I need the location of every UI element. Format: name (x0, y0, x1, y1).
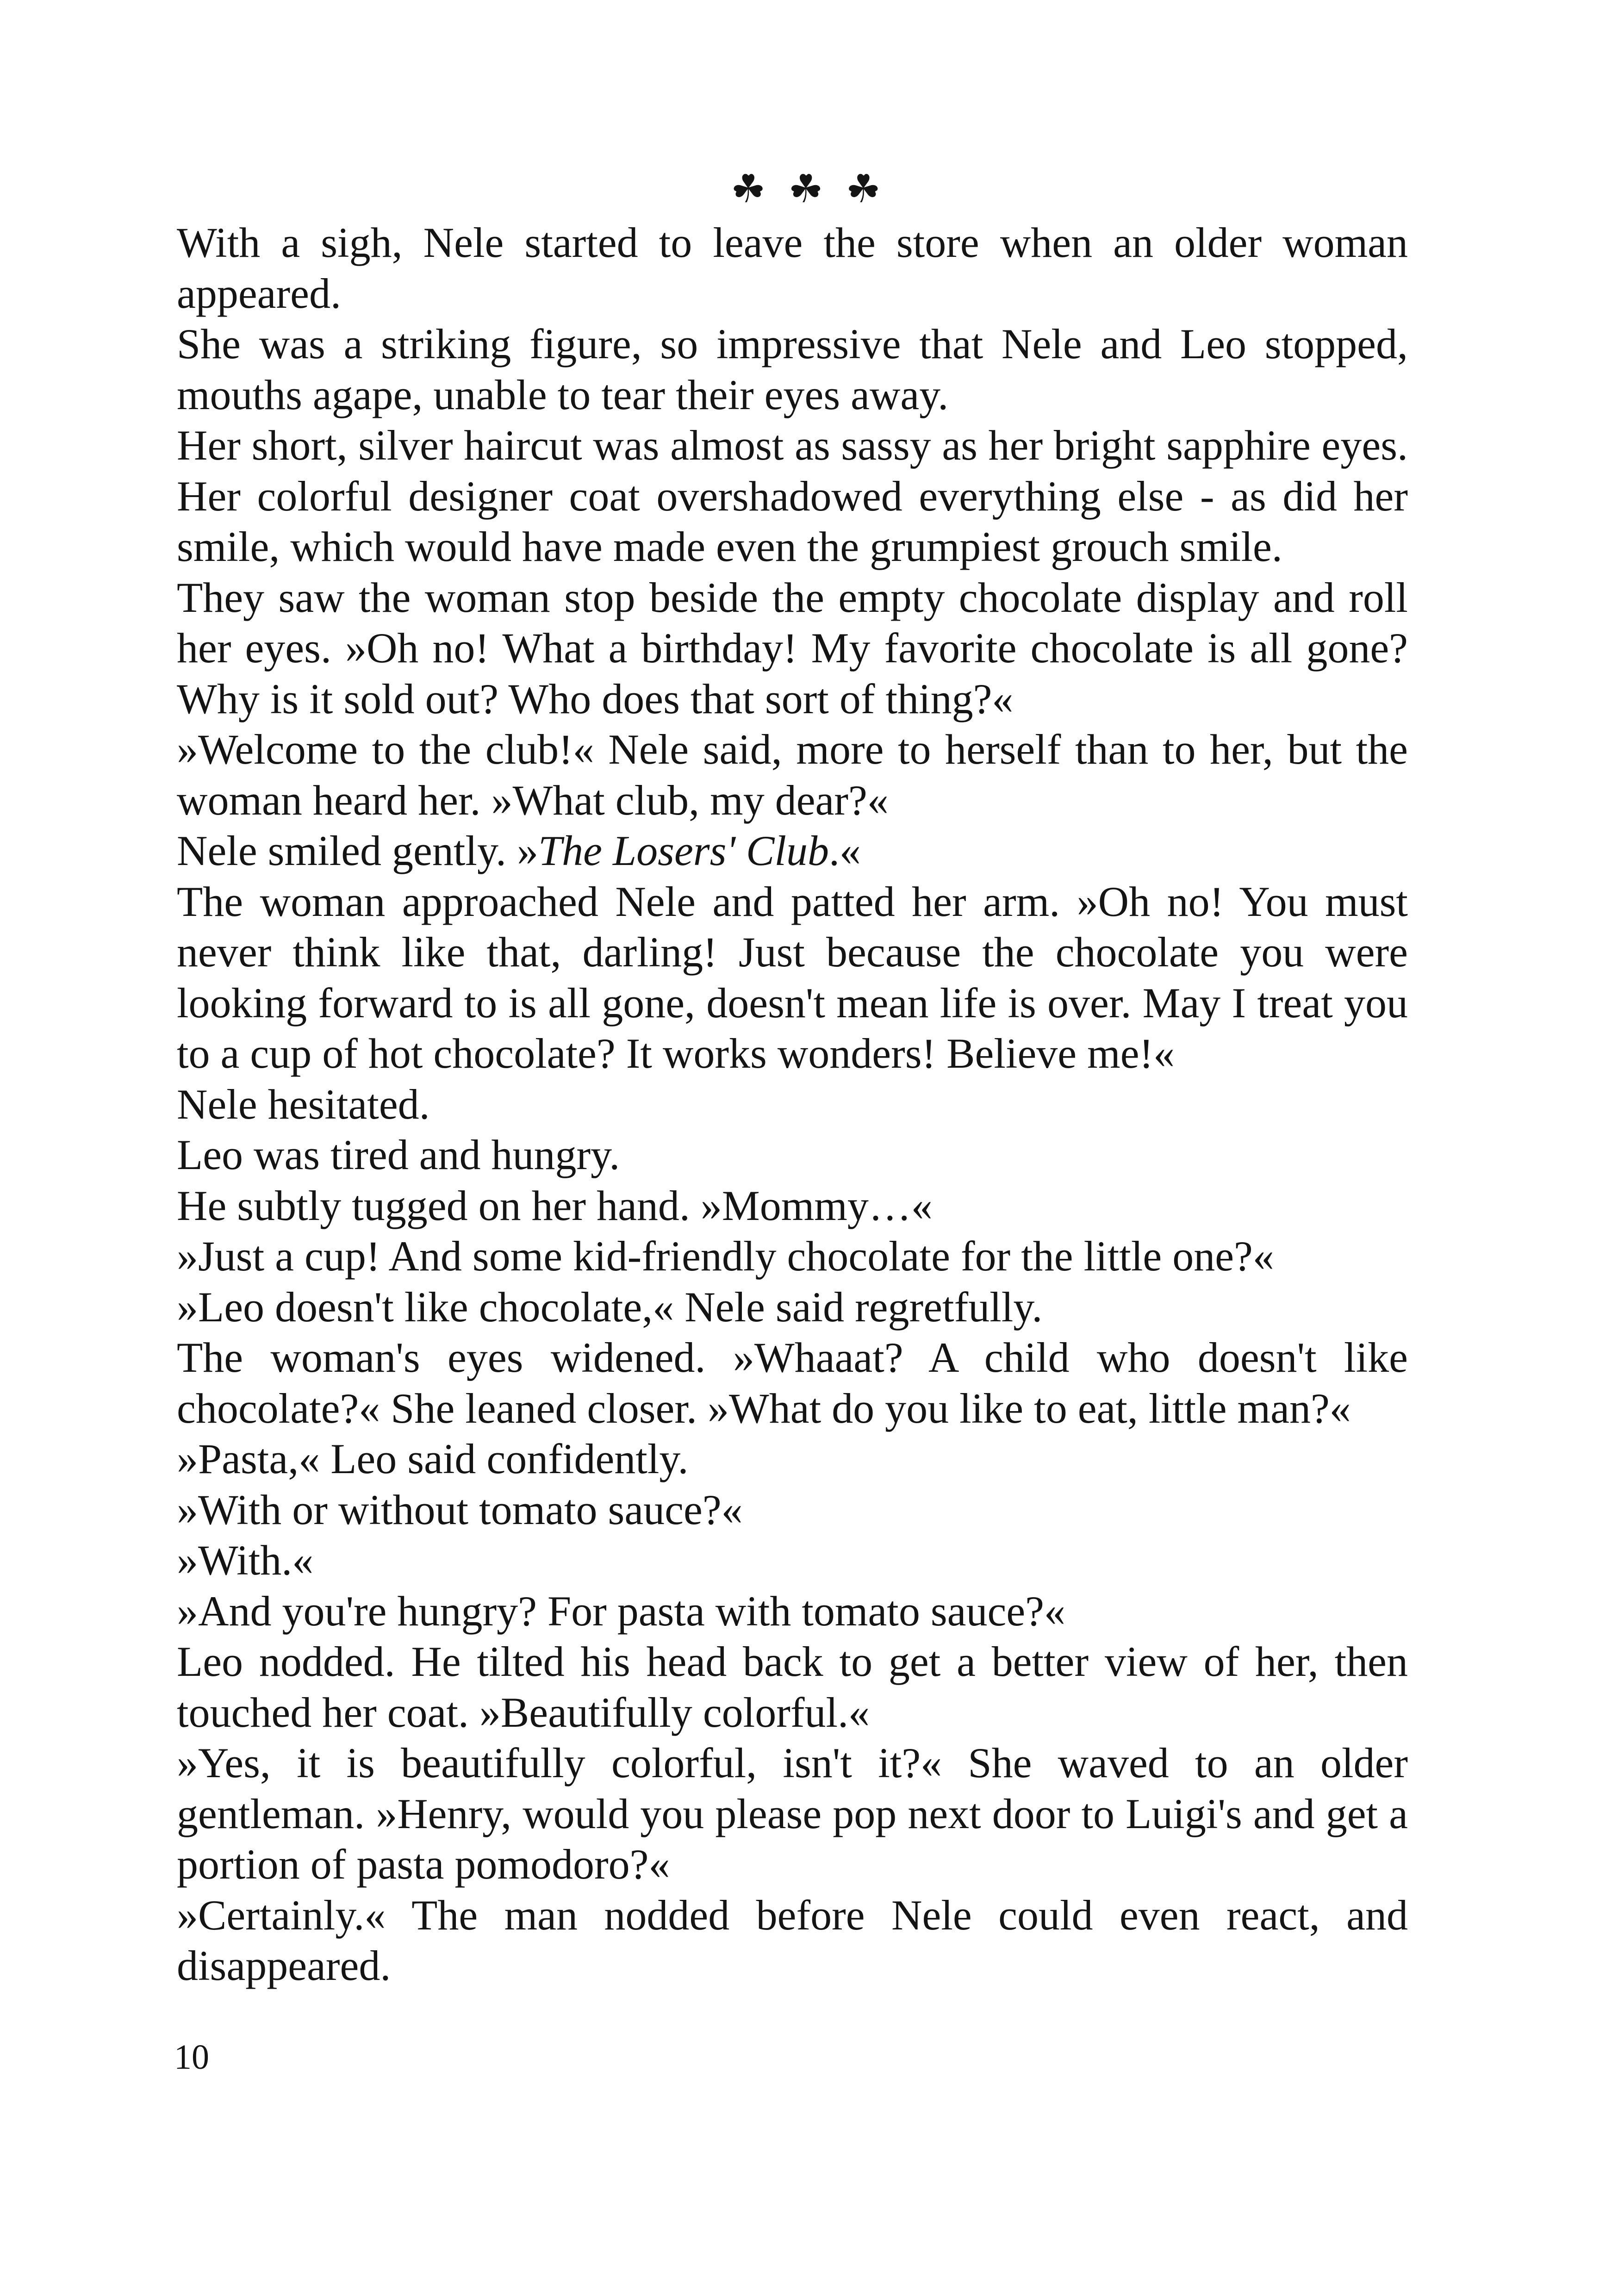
paragraph: With a sigh, Nele started to leave the store when an older woman appeared. (177, 219, 1408, 317)
paragraph: They saw the woman stop beside the empty chocolate display and roll her eyes. »Oh no! What a birthday! My favorite chocolate is all gone? Why is it sold out? Who does that sort of thing?« (177, 573, 1408, 722)
paragraph: She was a striking figure, so impressive that Nele and Leo stopped, mouths agape, unable to tear their eyes away. (177, 320, 1408, 418)
paragraph: Leo nodded. He tilted his head back to get a better view of her, then touched her coat. »Beautifully colorful.« (177, 1638, 1408, 1736)
page-number: 10 (174, 2038, 209, 2077)
paragraph: »Yes, it is beautifully colorful, isn't it?« She waved to an older gentleman. »Henry, would you please pop next door to Luigi's and get a portion of pasta pomodoro?« (177, 1739, 1408, 1888)
paragraph: Her short, silver haircut was almost as sassy as her bright sapphire eyes. Her colorful designer coat overshadowed everything else - as did her smile, which would have made even the grumpiest grouch smile. (177, 422, 1408, 570)
paragraph: »Certainly.« The man nodded before Nele could even react, and disappeared. (177, 1891, 1408, 1989)
section-break-ornament: ☘ ☘ ☘ (731, 168, 887, 211)
paragraph: He subtly tugged on her hand. »Mommy…« (177, 1182, 933, 1229)
paragraph: The woman approached Nele and patted her arm. »Oh no! You must never think like that, darling! Just because the chocolate you were looking forward to is all gone, doesn't mean life is over. May I treat you to a cup of hot chocolate? It works wonders! Believe me!« (177, 877, 1408, 1077)
paragraph-with-italic (177, 826, 1408, 877)
paragraph: The woman's eyes widened. »Whaaat? A child who doesn't like chocolate?« She leaned closer. »What do you like to eat, little man?« (177, 1334, 1408, 1432)
italic-title: The Losers' Club (538, 827, 829, 874)
paragraph: »And you're hungry? For pasta with tomato sauce?« (177, 1587, 1066, 1635)
paragraph: »Pasta,« Leo said confidently. (177, 1435, 689, 1482)
paragraph-text-after: .« (828, 827, 861, 874)
paragraph-text-before: Nele smiled gently. » (177, 827, 538, 874)
paragraph: Nele hesitated. (177, 1080, 430, 1128)
paragraph: Leo was tired and hungry. (177, 1131, 620, 1178)
paragraph: »With or without tomato sauce?« (177, 1486, 743, 1533)
paragraph: »Just a cup! And some kid-friendly chocolate for the little one?« (177, 1232, 1274, 1280)
paragraph: »Welcome to the club!« Nele said, more to herself than to her, but the woman heard her. »What club, my dear?« (177, 726, 1408, 824)
body-text (177, 218, 1408, 1991)
paragraph: »With.« (177, 1537, 314, 1584)
paragraph: »Leo doesn't like chocolate,« Nele said regretfully. (177, 1283, 1043, 1331)
